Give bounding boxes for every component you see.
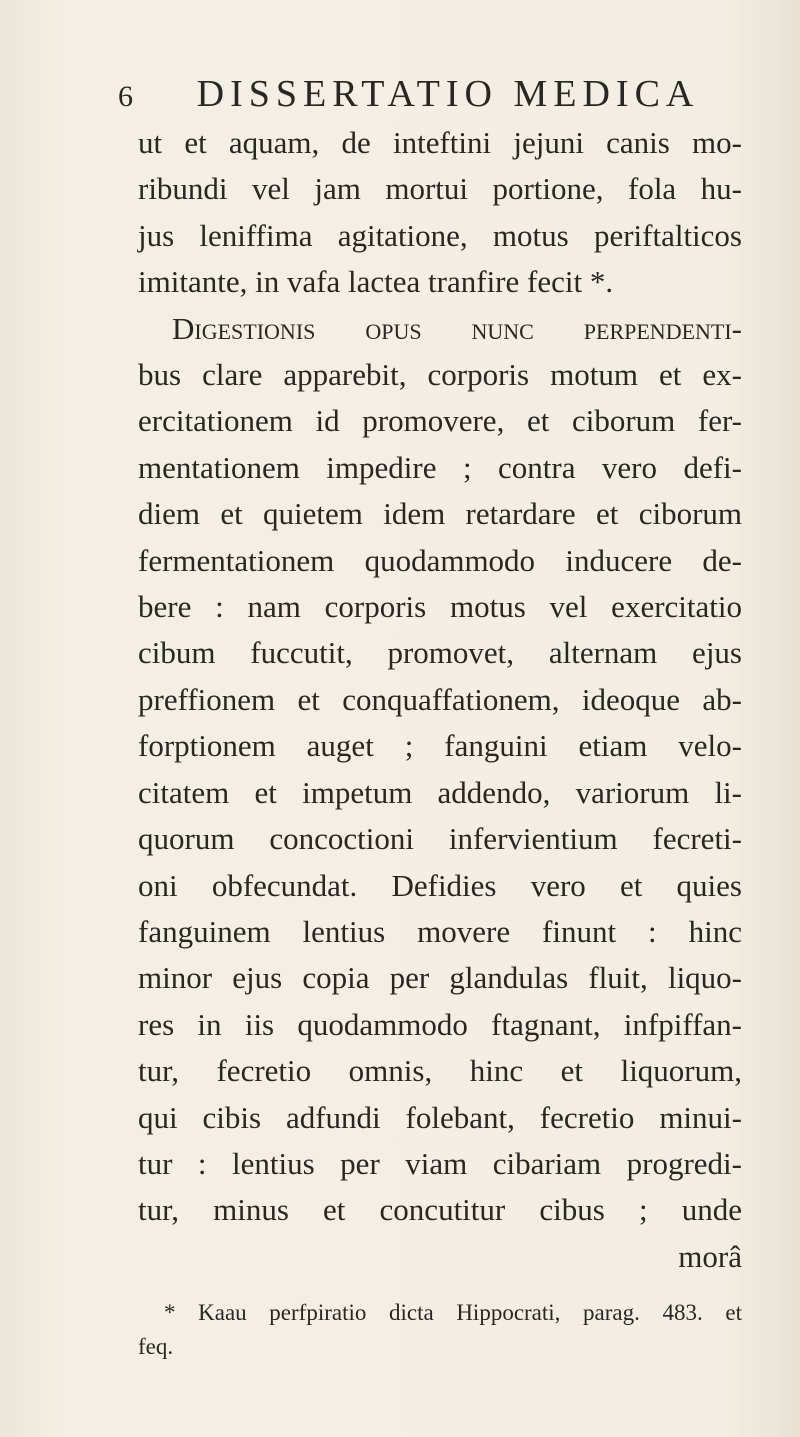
text-line: oni obfecundat. Defidies vero et quies — [138, 867, 742, 903]
text-line: tur, minus et concutitur cibus ; unde — [138, 1192, 742, 1228]
text-line: ribundi vel jam mortui portione, fola hu- — [138, 171, 742, 207]
footnote — [138, 1296, 742, 1364]
footnote-line: * Kaau perfpiratio dicta Hippocrati, parag. 483. et — [164, 1300, 742, 1325]
text-line: quorum concoctioni infervientium fecreti- — [138, 821, 742, 857]
catchword: morâ — [678, 1238, 742, 1274]
text-line: minor ejus copia per glandulas fluit, liquo- — [138, 960, 742, 996]
text-line: preffionem et conquaffationem, ideoque ab- — [138, 681, 742, 717]
text-line: fanguinem lentius movere finunt : hinc — [138, 913, 742, 949]
text-line: tur : lentius per viam cibariam progredi- — [138, 1145, 742, 1181]
text-line: ut et aquam, de inteftini jejuni canis mo- — [138, 125, 742, 160]
text-line: tur, fecretio omnis, hinc et liquorum, — [138, 1053, 742, 1089]
text-line-section-start — [138, 306, 742, 352]
page-header — [118, 72, 738, 116]
section-start-text: Digestionis opus nunc perpendenti- — [172, 310, 742, 346]
text-line: imitante, in vafa lactea tranfire fecit *. — [138, 264, 614, 300]
body-text — [138, 120, 742, 1280]
text-line: forptionem auget ; fanguini etiam velo- — [138, 728, 742, 764]
text-line: bere : nam corporis motus vel exercitatio — [138, 589, 742, 625]
text-line: mentationem impedire ; contra vero defi- — [138, 449, 742, 485]
footnote-line: feq. — [138, 1334, 174, 1359]
text-line: jus leniffima agitatione, motus periftalticos — [138, 217, 742, 253]
text-line: diem et quietem idem retardare et ciborum — [138, 496, 742, 532]
running-title: DISSERTATIO MEDICA — [196, 73, 700, 115]
text-line: citatem et impetum addendo, variorum li- — [138, 774, 742, 810]
text-line: ercitationem id promovere, et ciborum fer- — [138, 403, 742, 439]
text-line: cibum fuccutit, promovet, alternam ejus — [138, 635, 742, 671]
page-number: 6 — [118, 80, 133, 113]
text-line: fermentationem quodammodo inducere de- — [138, 542, 742, 578]
text-line: bus clare apparebit, corporis motum et ex- — [138, 357, 742, 393]
text-line: res in iis quodammodo ftagnant, infpiffan- — [138, 1006, 742, 1042]
text-line: qui cibis adfundi folebant, fecretio minui- — [138, 1099, 742, 1135]
